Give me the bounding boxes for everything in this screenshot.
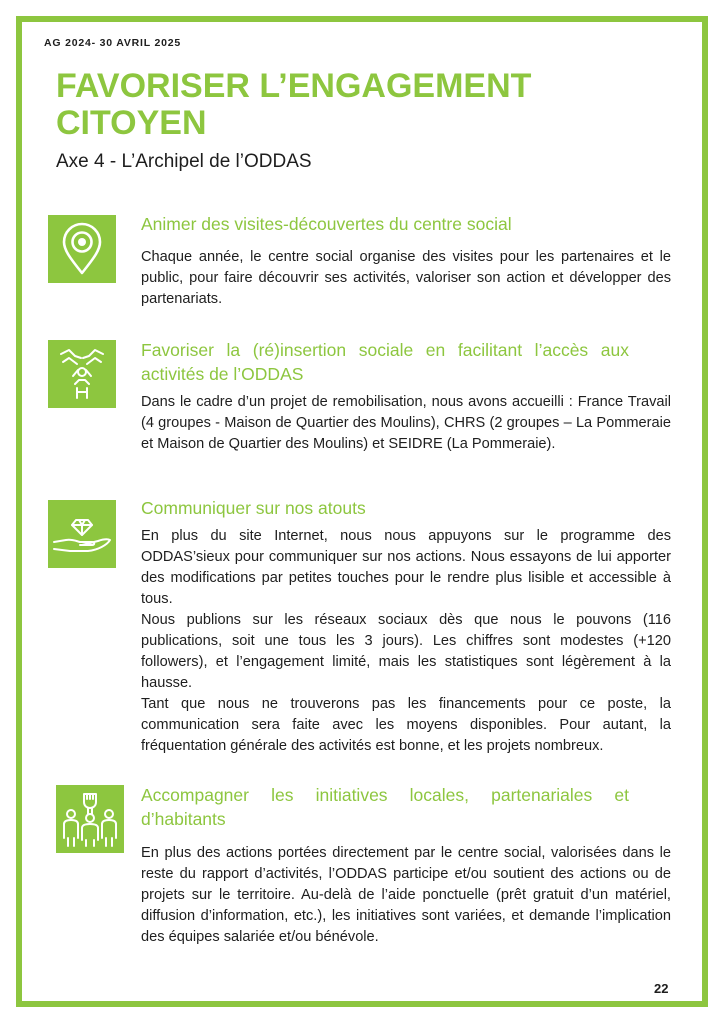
header-tag: AG 2024- 30 AVRIL 2025 [44,37,182,49]
section-3-title: Communiquer sur nos atouts [141,498,366,518]
diamond-hand-icon [52,514,112,554]
section-3-paragraph-1: En plus du site Internet, nous nous appuyons sur le programme des ODDAS’sieux pour communiquer sur nos actions. Nous essayons de lui apporter des modifications par petites touches pour le rendre plus lisible et accessible à tous. [141,528,671,607]
helping-hands-icon [55,346,109,402]
section-1-title: Animer des visites-découvertes du centre social [141,214,512,234]
people-raised-fist-icon [60,790,120,848]
section-1-body [141,247,671,310]
section-2-body [141,392,671,455]
section-1-paragraph: Chaque année, le centre social organise des visites pour les partenaires et le public, pour faire découvrir ses activités, valoriser son action et développer des partenariats. [141,249,671,307]
page-subtitle: Axe 4 - L’Archipel de l’ODDAS [56,151,312,172]
section-3-paragraph-3: Tant que nous ne trouverons pas les financements pour ce poste, la communication sera faite avec les moyens disponibles. Pour autant, la fréquentation générale des activités est bonne, et les projets nombreux. [141,696,671,754]
page-number: 22 [654,981,669,996]
location-pin-icon [60,222,104,276]
section-3-paragraph-2: Nous publions sur les réseaux sociaux dès que nous le pouvons (116 publications, soit une tous les 3 jours). Les chiffres sont modestes (+120 followers), et l’engagement limité, mais les statistiques sont légèrement à la hausse. [141,612,671,691]
page-title: FAVORISER L’ENGAGEMENT CITOYEN [56,67,532,142]
section-4-body [141,843,671,948]
section-4-icon-box [56,785,124,853]
section-4-paragraph: En plus des actions portées directement par le centre social, valorisées dans le reste du rapport d’activités, l’ODDAS participe et/ou soutient des actions ou de projets sur le territoire. Au-delà de l’aide ponctuelle (prêt gratuit d’un matériel, diffusion d’information, etc.), les initiatives sont variées, et demande l’implication des équipes salariée et/ou bénévole. [141,845,671,945]
section-3-icon-box [48,500,116,568]
section-2-paragraph: Dans le cadre d’un projet de remobilisation, nous avons accueilli : France Travail (4 groupes - Maison de Quartier des Moulins), CHRS (2 groupes – La Pommeraie et Maison de Quartier des Moulins) et SEIDRE (La Pommeraie). [141,394,671,452]
section-4-title: Accompagner les initiatives locales, partenariales et d’habitants [141,785,629,829]
section-2-title: Favoriser la (ré)insertion sociale en facilitant l’accès aux activités de l’ODDAS [141,340,629,384]
section-2-icon-box [48,340,116,408]
section-3-body [141,526,671,757]
section-1-icon-box [48,215,116,283]
